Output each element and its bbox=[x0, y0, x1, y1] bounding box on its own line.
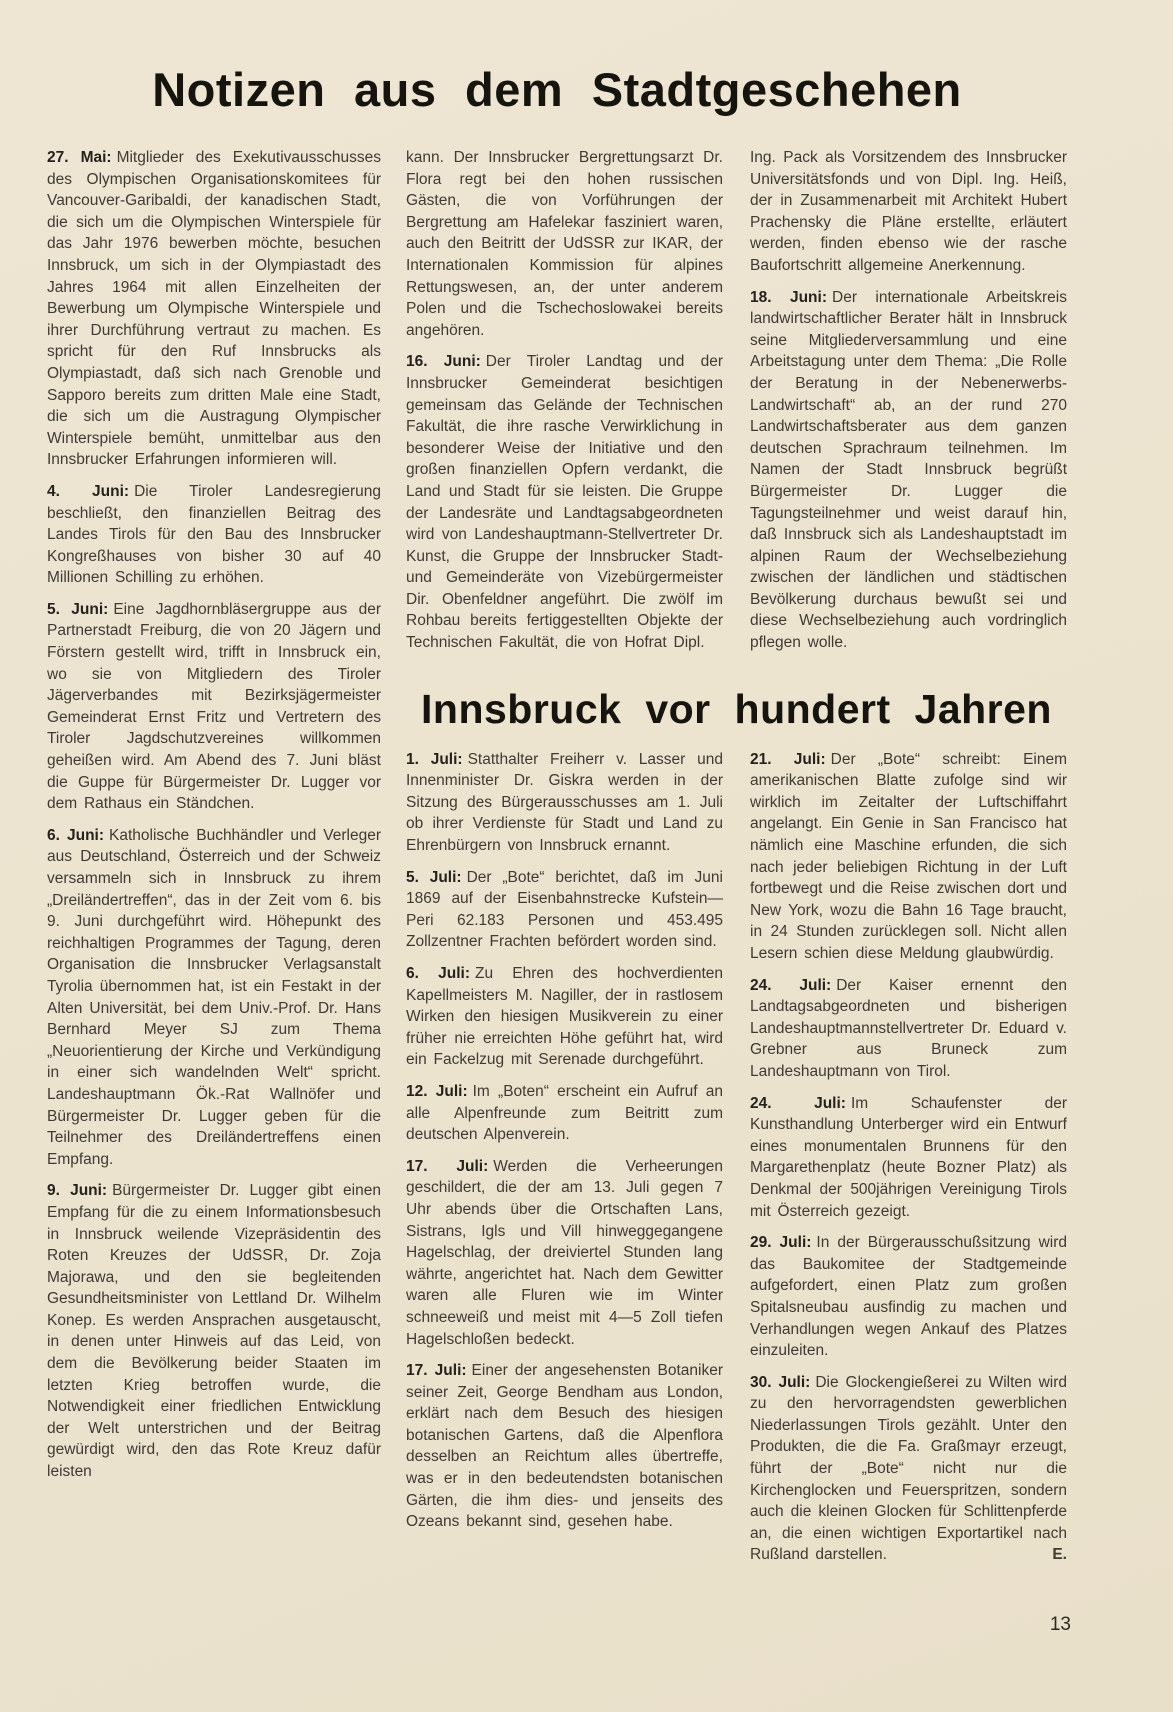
news-item-text: Bürgermeister Dr. Lugger gibt einen Empfang für die zu einem Informationsbesuch in Innsbruck weilende Vizepräsidentin des Roten Kreuzes der UdSSR, Dr. Zoja Majorawa, und den sie begleitenden Gesundheitsminister von Lettland Dr. Wilhelm Konep. Es werden Ansprachen ausgetauscht, in denen unter Hinweis auf das Leid, von dem die Bevölkerung beider Staaten im letzten Krieg betroffen wurde, die Notwendigkeit einer friedlichen Entwicklung der Welt unterstrichen und der Beitrag gewürdigt wird, den das Rote Kreuz dafür leisten bbox=[47, 1182, 381, 1481]
news-item-date: 5. Juni: bbox=[47, 600, 109, 618]
news-item bbox=[750, 975, 1067, 1083]
news-item bbox=[750, 1232, 1067, 1362]
top-columns bbox=[406, 147, 1067, 664]
column-right-top bbox=[750, 147, 1067, 664]
news-item-text: Im Schaufenster der Kunsthandlung Unterberger wird ein Entwurf eines monumentalen Brunnens für den Margarethenplatz (heute Bozner Platz) als Denkmal der 500jährigen Vereinigung Tirols mit Österreich gezeigt. bbox=[750, 1094, 1067, 1220]
news-item-text: Einer der angesehensten Botaniker seiner Zeit, George Bendham aus London, erklärt nach dem Besuch des hiesigen botanischen Gartens, daß die Alpenflora desselben an Reichtum alles übertreffe, was er in den bedeutendsten botanischen Gärten, die ihm dies- und jenseits des Ozeans bekannt sind, gesehen habe. bbox=[406, 1362, 724, 1531]
page-content bbox=[47, 147, 1067, 1576]
news-item-text: Der Tiroler Landtag und der Innsbrucker Gemeinderat besichtigen gemeinsam das Gelände der Technischen Fakultät, die ihre rasche Verwirklichung in besonderer Weise der Initiative und den großen finanziellen Opfern verdankt, die Land und Stadt für sie leisten. Die Gruppe der Landesräte und Landtagsabgeordneten wird von Landeshauptmann-Stellvertreter Dr. Kunst, die Gruppe der Innsbrucker Stadt- und Gemeinderäte von Vizebürgermeister Dir. Obenfeldner angeführt. Die zwölf im Rohbau bereits fertiggestellten Objekte der Technischen Fakultät, die von Hofrat Dipl. bbox=[406, 353, 723, 652]
news-item bbox=[47, 481, 381, 589]
news-item bbox=[406, 147, 723, 341]
page-title: Notizen aus dem Stadtgeschehen bbox=[152, 63, 962, 116]
news-item-text: Der „Bote“ schreibt: Einem amerikanischen Blatte zufolge sind wir wirklich im Zeitalter der Luftschiffahrt angelangt. Ein Genie in San Francisco hat nämlich eine Maschine erfunden, die sich nach jeder beliebigen Richtung in der Luft fortbewegt und die Reise zwischen dort und New York, wozu die Bahn 16 Tage braucht, in 24 Stunden zurücklegen soll. Nicht allen Lesern schien diese Meldung glaubwürdig. bbox=[750, 750, 1067, 962]
news-item bbox=[406, 867, 723, 953]
news-item-date: 27. Mai: bbox=[47, 149, 112, 166]
news-item-text: Eine Jagdhornbläsergruppe aus der Partnerstadt Freiburg, die von 20 Jägern und Förstern gestellt wird, trifft in Innsbruck ein, wo sie von Mitgliedern des Tiroler Jägerverbandes mit Bezirksjägermeister Gemeinderat Ernst Fritz und Vertretern des Tiroler Jagdschutzvereines willkommen geheißen wird. Am Abend des 7. Juni bläst die Guppe für Bürgermeister Dr. Lugger vor dem Rathaus ein Ständchen. bbox=[47, 600, 381, 813]
news-item-date: 30. Juli: bbox=[750, 1373, 811, 1391]
news-item-text: Mitglieder des Exekutivausschusses des Olympischen Organisationskomitees für Vancouver-Garibaldi, der kanadischen Stadt, die sich um die Olympischen Winterspiele für das Jahr 1976 bewerben möchte, besuchen Innsbruck, um sich in der Olympiastadt des Jahres 1964 mit allen Einzelheiten der Bewerbung um Olympische Winterspiele und ihrer Durchführung vertraut zu machen. Es spricht für den Ruf Innsbrucks als Olympiastadt, daß sich nach Grenoble und Sapporo bereits zum dritten Male eine Stadt, die sich um die Austragung Olympischer Winterspiele bemüht, unmittelbar aus den Innsbrucker Erfahrungen informieren will. bbox=[47, 149, 381, 469]
news-item-date: 17. Juli: bbox=[406, 1157, 489, 1175]
news-item-date: 12. Juli: bbox=[406, 1082, 468, 1100]
news-item-date: 6. Juli: bbox=[406, 965, 470, 982]
news-item-text: Werden die Verheerungen geschildert, die der am 13. Juli gegen 7 Uhr abends über die Ortschaften Lans, Sistrans, Igls und Vill hinweggegangene Hagelschlag, der dreiviertel Stunden lang währte, angerichtet hat. Nach dem Gewitter waren alle Fluren wie im Winter schneeweiß und meist mit 4—5 Zoll tiefen Hagelschloßen bedeckt. bbox=[406, 1157, 723, 1348]
news-item bbox=[406, 1156, 723, 1350]
news-item-date: 9. Juni: bbox=[47, 1182, 108, 1200]
news-item bbox=[750, 147, 1067, 277]
column-middle-bottom bbox=[406, 749, 723, 1576]
news-item bbox=[406, 963, 723, 1071]
author-initial: E. bbox=[1052, 1546, 1067, 1564]
bottom-columns bbox=[406, 749, 1067, 1576]
news-item-date: 21. Juli: bbox=[750, 750, 826, 768]
news-item-text: Im „Boten“ erscheint ein Aufruf an alle Alpenfreunde zum Beitritt zum deutschen Alpenverein. bbox=[406, 1082, 723, 1144]
news-item-date: 29. Juli: bbox=[750, 1234, 812, 1252]
column-right-region bbox=[406, 147, 1067, 1576]
news-item-text: Zu Ehren des hochverdienten Kapellmeisters M. Nagiller, der in rastlosem Wirken den hiesigen Musikverein zu einer früher nie erreichten Höhe geführt hat, wird ein Fackelzug mit Serenade durchgeführt. bbox=[406, 965, 723, 1069]
news-item-date: 4. Juni: bbox=[47, 482, 130, 500]
news-item-date: 18. Juni: bbox=[750, 288, 827, 306]
news-item-text: Die Glockengießerei zu Wilten wird zu den hervorragendsten gewerblichen Niederlassungen Tirols gezählt. Unter den Produkten, die die Fa. Graßmayr erzeugt, führt der „Bote“ nicht nur die Kirchenglocken und Feuerspritzen, sondern auch die kleinen Glocken für Schlittenpferde an, die einen wichtigen Exportartikel nach Rußland darstellen. bbox=[750, 1373, 1068, 1564]
news-item-date: 6. Juni: bbox=[47, 826, 105, 844]
news-item-date: 1. Juli: bbox=[406, 750, 463, 768]
news-item bbox=[750, 287, 1067, 654]
news-item bbox=[47, 825, 381, 1171]
news-item-text: Ing. Pack als Vorsitzendem des Innsbrucker Universitätsfonds und von Dipl. Ing. Heiß, der in Zusammenarbeit mit Architekt Hubert Prachensky die Pläne erstellte, erläutert werden, finden ebenso wie der rasche Baufortschritt allgemeine Anerkennung. bbox=[750, 149, 1067, 274]
news-item bbox=[47, 1180, 381, 1482]
news-item bbox=[47, 147, 381, 471]
news-item-text: Katholische Buchhändler und Verleger aus Deutschland, Österreich und der Schweiz versammeln sich in Innsbruck zu ihrem „Dreiländertreffen“, das in der Zeit vom 6. bis 9. Juni durchgeführt wird. Höhepunkt des reichhaltigen Programmes der Tagung, deren Organisation die Innsbrucker Verlagsanstalt Tyrolia übernommen hat, ist ein Festakt in der Alten Universität, bei dem Univ.-Prof. Dr. Hans Bernhard Meyer SJ zum Thema „Neuorientierung der Kirche und Verkündigung in einer sich wandelnden Welt“ spricht. Landeshauptmann Ök.-Rat Wallnöfer und Bürgermeister Dr. Lugger geben für die Teilnehmer des Dreiländertreffens einen Empfang. bbox=[47, 826, 381, 1168]
column-middle-top bbox=[406, 147, 723, 664]
news-item-date: 5. Juli: bbox=[406, 868, 462, 886]
news-item bbox=[750, 749, 1067, 965]
news-item bbox=[406, 1360, 723, 1533]
news-item bbox=[750, 1372, 1067, 1566]
news-item bbox=[406, 1081, 723, 1146]
news-item-text: Statthalter Freiherr v. Lasser und Innenminister Dr. Giskra werden in der Sitzung des Bürgerausschusses am 1. Juli ob ihrer Verdienste für Stadt und Land zu Ehrenbürgern von Innsbruck ernannt. bbox=[406, 750, 723, 855]
news-item bbox=[406, 351, 723, 653]
news-item-date: 24. Juli: bbox=[750, 1094, 846, 1112]
news-item bbox=[750, 1093, 1067, 1223]
news-item-date: 17. Juli: bbox=[406, 1362, 467, 1380]
news-item-text: kann. Der Innsbrucker Bergrettungsarzt Dr. Flora regt bei den hohen russischen Gästen, die von Vorführungen der Bergrettung am Hafelekar fasziniert waren, auch den Beitritt der UdSSR zur IKAR, der Internationalen Kommission für alpines Rettungswesen, an, der unter anderem Polen und die Tschechoslowakei bereits angehören. bbox=[406, 149, 723, 339]
column-left bbox=[47, 147, 381, 1576]
page-number: 13 bbox=[1049, 1614, 1071, 1635]
news-item-date: 16. Juni: bbox=[406, 353, 481, 371]
news-item bbox=[406, 749, 723, 857]
news-item-date: 24. Juli: bbox=[750, 976, 832, 994]
news-item-text: Die Tiroler Landesregierung beschließt, den finanziellen Beitrag des Landes Tirols für den Bau des Innsbrucker Kongreßhauses von bisher 30 auf 40 Millionen Schilling zu erhöhen. bbox=[47, 482, 381, 587]
section-title: Innsbruck vor hundert Jahren bbox=[421, 685, 1052, 732]
news-item-text: Der „Bote“ berichtet, daß im Juni 1869 auf der Eisenbahnstrecke Kufstein—Peri 62.183 Personen und 453.495 Zollzentner Frachten befördert worden sind. bbox=[406, 868, 723, 951]
news-item-text: Der Kaiser ernennt den Landtagsabgeordneten und bisherigen Landeshauptmannstellvertreter Dr. Eduard v. Grebner aus Bruneck zum Landeshauptmann von Tirol. bbox=[750, 976, 1068, 1080]
column-right-bottom bbox=[750, 749, 1067, 1576]
news-item-text: Der internationale Arbeitskreis landwirtschaftlicher Berater hält in Innsbruck seine Mitgliederversammlung und eine Arbeitstagung unter dem Thema: „Die Rolle der Beratung in der Nebenerwerbs-Landwirtschaft“ ab, an der rund 270 Landwirtschaftsberater aus dem ganzen deutschen Sprachraum teilnehmen. Im Namen der Stadt Innsbruck begrüßt Bürgermeister Dr. Lugger die Tagungsteilnehmer und weist darauf hin, daß Innsbruck sich als Landeshauptstadt im alpinen Raum der Wechselbeziehung zwischen der ländlichen und städtischen Bevölkerung durchaus bewußt sei und diese Wechselbeziehung auch vordringlich pflegen wolle. bbox=[750, 288, 1067, 652]
news-item-text: In der Bürgerausschußsitzung wird das Baukomitee der Stadtgemeinde aufgefordert, einen Platz zum großen Spitalsneubau ausfindig zu machen und Verhandlungen wegen Ankauf des Platzes einzuleiten. bbox=[750, 1234, 1067, 1360]
news-item bbox=[47, 599, 381, 815]
